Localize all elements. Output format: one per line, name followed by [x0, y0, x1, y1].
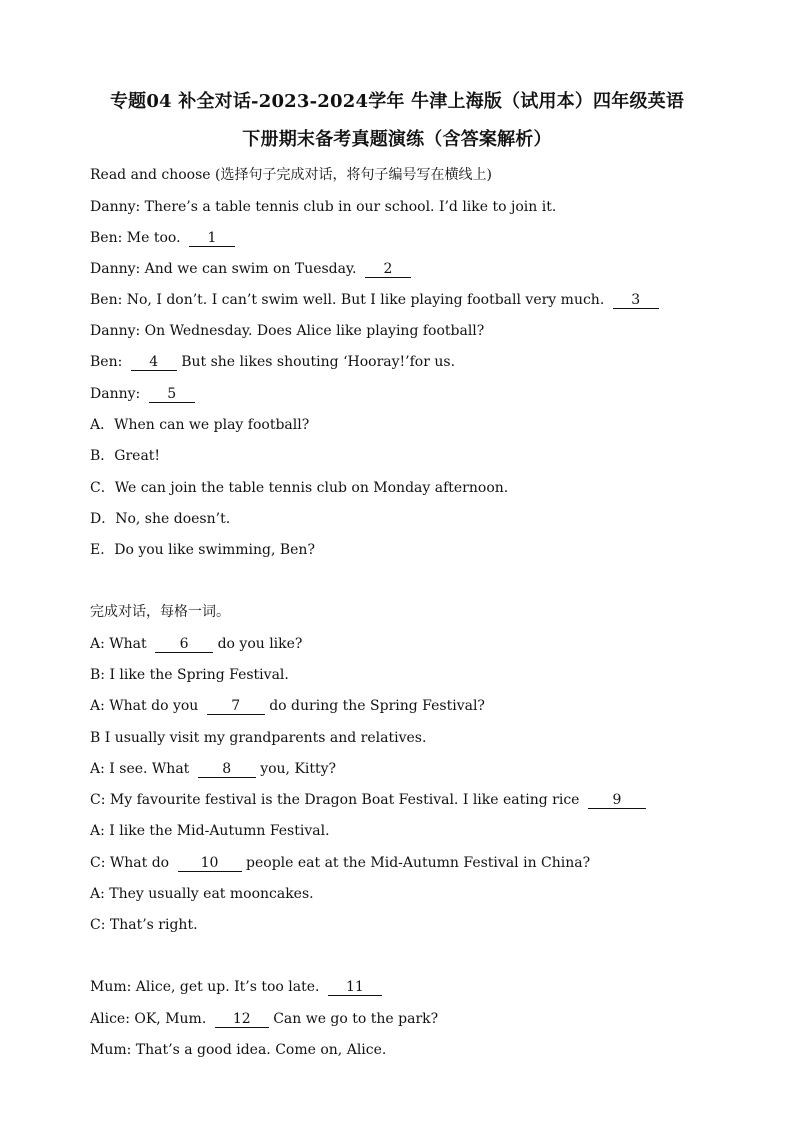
section2-instruction: 完成对话，每格一词。 [90, 604, 230, 620]
answer-blank[interactable]: 6 [155, 637, 213, 653]
dialogue-line: C: That’s right. [90, 917, 198, 933]
answer-blank[interactable]: 7 [207, 699, 265, 715]
option-d: D．No, she doesn’t. [90, 511, 231, 527]
dialogue-line: Ben: No, I don’t. I can’t swim well. But I like playing football very much. 3 [90, 291, 659, 309]
dialogue-line: Danny: And we can swim on Tuesday. 2 [90, 260, 411, 278]
dialogue-line: Danny: On Wednesday. Does Alice like playing football? [90, 323, 485, 339]
answer-blank[interactable]: 11 [328, 980, 382, 996]
section1-instruction: Read and choose (选择句子完成对话，将句子编号写在横线上) [90, 167, 492, 183]
dialogue-line: Mum: Alice, get up. It’s too late. 11 [90, 978, 382, 996]
answer-blank[interactable]: 4 [131, 355, 177, 371]
answer-blank[interactable]: 2 [365, 262, 411, 278]
title-line-2: 下册期末备考真题演练（含答案解析） [242, 129, 552, 150]
answer-blank[interactable]: 1 [189, 231, 235, 247]
dialogue-line: A: I like the Mid-Autumn Festival. [90, 823, 330, 839]
dialogue-line: Danny: There’s a table tennis club in our school. I’d like to join it. [90, 199, 557, 215]
dialogue-line: C: What do 10 people eat at the Mid-Autumn Festival in China? [90, 855, 591, 871]
dialogue-line: B: I like the Spring Festival. [90, 667, 289, 683]
dialogue-line: A: What 6 do you like? [90, 636, 303, 652]
answer-blank[interactable]: 10 [178, 856, 242, 872]
option-e: E．Do you like swimming, Ben? [90, 542, 315, 558]
option-a: A．When can we play football? [90, 417, 310, 433]
answer-blank[interactable]: 12 [215, 1012, 269, 1028]
dialogue-line: A: I see. What 8 you, Kitty? [90, 761, 337, 777]
answer-blank[interactable]: 9 [588, 793, 646, 809]
dialogue-line: Alice: OK, Mum. 12 Can we go to the park? [90, 1011, 439, 1027]
dialogue-line: B I usually visit my grandparents and relatives. [90, 730, 427, 746]
dialogue-line: Danny: 5 [90, 385, 195, 403]
answer-blank[interactable]: 8 [198, 762, 256, 778]
dialogue-line: A: What do you 7 do during the Spring Festival? [90, 698, 485, 714]
title-line-1: 专题04 补全对话-2023-2024学年 牛津上海版（试用本）四年级英语 [109, 91, 685, 112]
dialogue-line: Mum: That’s a good idea. Come on, Alice. [90, 1042, 387, 1058]
answer-blank[interactable]: 3 [613, 293, 659, 309]
dialogue-line: Ben: Me too. 1 [90, 229, 235, 247]
option-b: B．Great! [90, 448, 161, 464]
answer-blank[interactable]: 5 [149, 387, 195, 403]
dialogue-line: Ben: 4 But she likes shouting ‘Hooray!’for us. [90, 354, 456, 370]
option-c: C．We can join the table tennis club on Monday afternoon. [90, 480, 509, 496]
dialogue-line: A: They usually eat mooncakes. [90, 886, 314, 902]
dialogue-line: C: My favourite festival is the Dragon Boat Festival. I like eating rice 9 [90, 791, 646, 809]
